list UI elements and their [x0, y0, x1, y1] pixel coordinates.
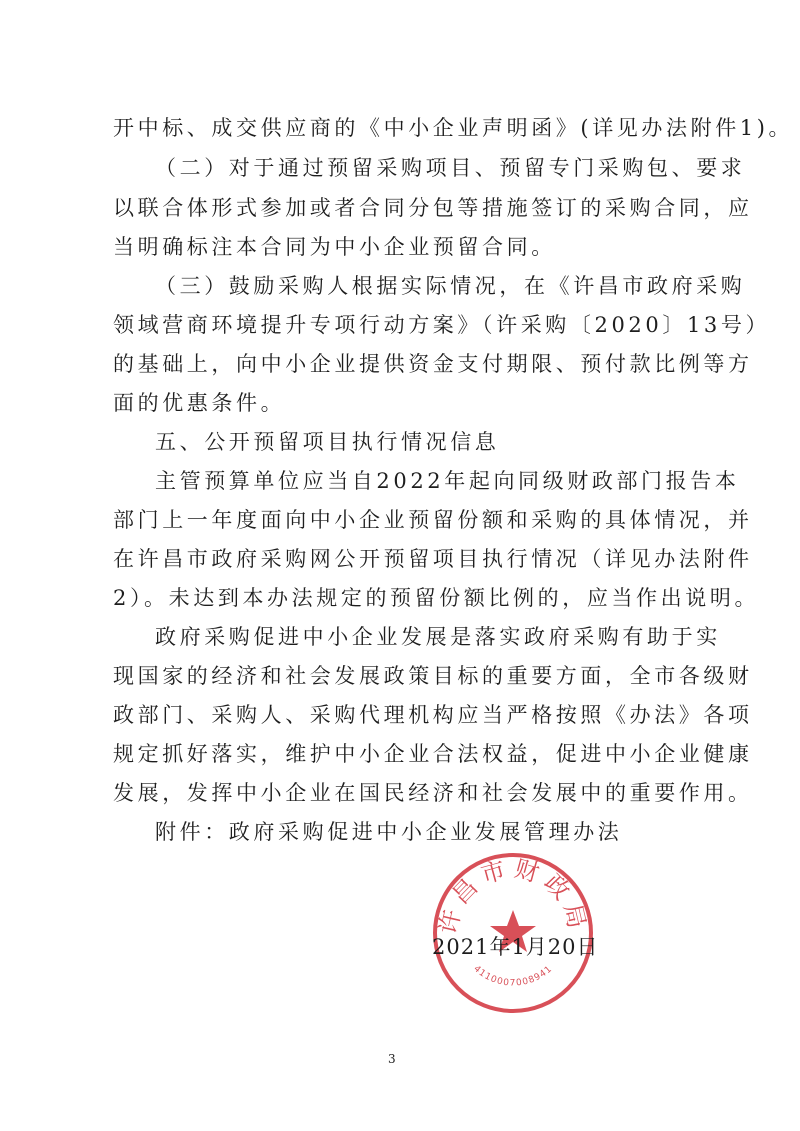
paragraph-line: 政部门、采购人、采购代理机构应当严格按照《办法》各项 [113, 703, 753, 727]
paragraph-line: 主管预算单位应当自2022年起向同级财政部门报告本 [155, 469, 740, 493]
paragraph-line: 现国家的经济和社会发展政策目标的重要方面，全市各级财 [113, 664, 753, 688]
paragraph-line: 面的优惠条件。 [113, 391, 286, 415]
paragraph-line: 领域营商环境提升专项行动方案》（许采购〔2020〕13号） [113, 313, 771, 337]
page-number: 3 [388, 1052, 396, 1066]
paragraph-line: 以联合体形式参加或者合同分包等措施签订的采购合同，应 [113, 196, 753, 220]
paragraph-line: 发展，发挥中小企业在国民经济和社会发展中的重要作用。 [113, 781, 753, 805]
paragraph-line: 开中标、成交供应商的《中小企业声明函》(详见办法附件1)。 [113, 116, 794, 140]
paragraph-line: 在许昌市政府采购网公开预留项目执行情况（详见办法附件 [113, 547, 753, 571]
document-date: 2021年1月20日 [432, 935, 599, 959]
seal-text: 许昌市财政局 [433, 854, 593, 937]
paragraph-line: 政府采购促进中小企业发展是落实政府采购有助于实 [155, 625, 721, 649]
paragraph-line: （二）对于通过预留采购项目、预留专门采购包、要求 [155, 156, 746, 180]
svg-text:4110007008941 [471, 964, 554, 989]
paragraph-line: 规定抓好落实，维护中小企业合法权益，促进中小企业健康 [113, 742, 753, 766]
paragraph-line: 2）。未达到本办法规定的预留份额比例的，应当作出说明。 [113, 586, 760, 610]
paragraph-line: 的基础上，向中小企业提供资金支付期限、预付款比例等方 [113, 352, 753, 376]
section-heading: 五、公开预留项目执行情况信息 [155, 430, 500, 454]
paragraph-line: 当明确标注本合同为中小企业预留合同。 [113, 235, 556, 259]
paragraph-line: （三）鼓励采购人根据实际情况，在《许昌市政府采购 [155, 274, 746, 298]
seal-code: 4110007008941 [471, 964, 555, 989]
paragraph-line: 部门上一年度面向中小企业预留份额和采购的具体情况，并 [113, 508, 753, 532]
attachment-line: 附件：政府采购促进中小企业发展管理办法 [155, 820, 623, 844]
